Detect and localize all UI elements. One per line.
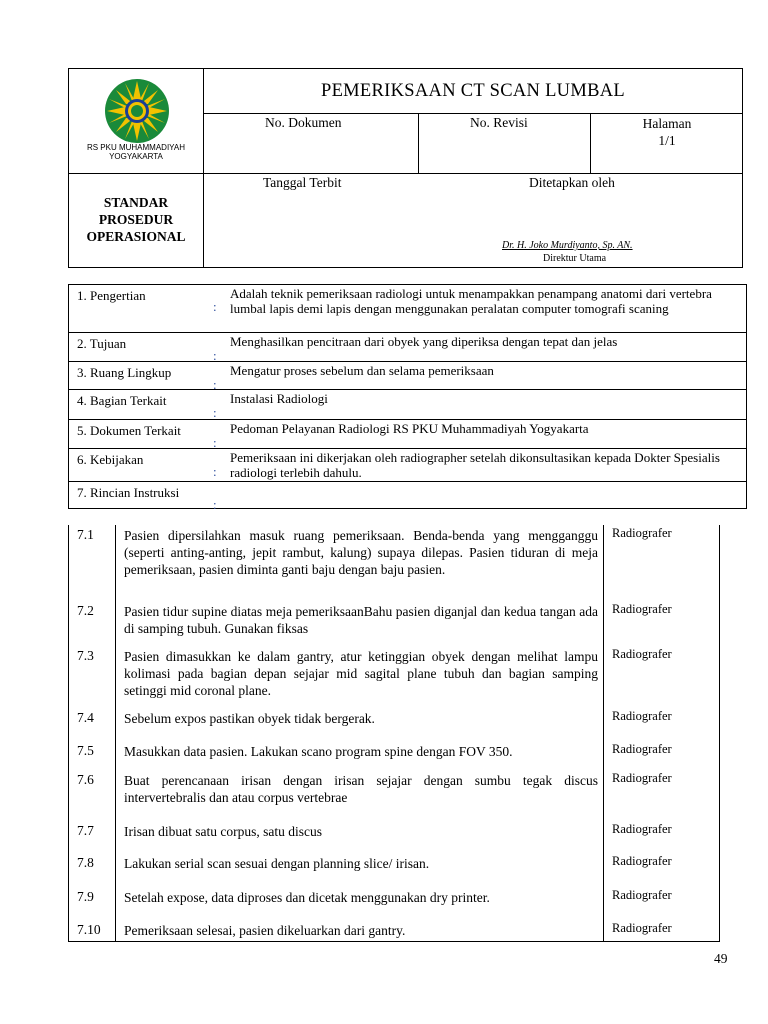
info-row [69,448,746,482]
info-row-value: Adalah teknik pemeriksaan radiologi untuk menampakkan penampang anatomi dari vertebra lumbal lapis demi lapis dengan menggunakan peralatan computer tomografi scaning [230,286,712,316]
procedure-table [68,525,720,942]
no-dokumen-label: No. Dokumen [265,115,342,130]
institution-line-1: RS PKU MUHAMMADIYAH [86,143,186,152]
header-table [68,68,743,268]
step-number: 7.10 [77,922,101,937]
step-instruction: Sebelum expos pastikan obyek tidak bergerak. [124,711,375,726]
halaman-label: Halaman [642,116,692,131]
sop-line-3: OPERASIONAL [86,229,186,244]
info-row [69,361,746,390]
step-number: 7.3 [77,648,94,663]
step-instruction: Pemeriksaan selesai, pasien dikeluarkan dari gantry. [124,923,406,938]
step-instruction: Masukkan data pasien. Lakukan scano program spine dengan FOV 350. [124,744,513,759]
info-row-colon: : [213,497,217,512]
step-number: 7.2 [77,603,94,618]
step-instruction: Pasien dimasukkan ke dalam gantry, atur ketinggian obyek dengan melihat lampu kolimasi pada bagian depan sejajar mid sagital plane tubuh dan bagian samping setinggi mid coronal plane. [124,649,598,698]
info-row-colon: : [213,377,217,392]
step-role: Radiografer [612,709,672,723]
no-revisi-label: No. Revisi [470,115,528,130]
info-row-label: 2. Tujuan [77,336,127,351]
step-role: Radiografer [612,602,672,616]
info-row-value: Menghasilkan pencitraan dari obyek yang diperiksa dengan tepat dan jelas [230,334,618,349]
step-number: 7.4 [77,710,94,725]
info-row [69,481,746,511]
step-instruction: Setelah expose, data diproses dan dicetak menggunakan dry printer. [124,890,490,905]
info-row-value: Instalasi Radiologi [230,391,328,406]
info-table [68,284,747,512]
info-row [69,419,746,449]
signer-title: Direktur Utama [543,253,607,264]
step-role: Radiografer [612,742,672,756]
ditetapkan-label: Ditetapkan oleh [529,175,615,190]
info-row-colon: : [213,464,217,479]
step-instruction: Buat perencanaan irisan dengan irisan sejajar dengan sumbu tegak discus intervertebralis dan atau corpus vertebrae [124,773,598,805]
step-role: Radiografer [612,854,672,868]
step-instruction: Lakukan serial scan sesuai dengan planning slice/ irisan. [124,856,430,871]
step-instruction: Pasien tidur supine diatas meja pemeriksaanBahu pasien diganjal dan kedua tangan ada di samping tubuh. Gunakan fiksas [124,604,598,636]
sop-line-2: PROSEDUR [98,212,174,227]
info-row-label: 7. Rincian Instruksi [77,485,180,500]
institution-name [69,143,203,161]
tanggal-terbit-label: Tanggal Terbit [263,175,342,190]
step-number: 7.8 [77,855,94,870]
info-row-value: Pemeriksaan ini dikerjakan oleh radiographer setelah dikonsultasikan kepada Dokter Spesialis radiologi terlebih dahulu. [230,450,720,480]
info-row-value: Pedoman Pelayanan Radiologi RS PKU Muhammadiyah Yogyakarta [230,421,589,436]
info-row-colon: : [213,405,217,420]
info-row-label: 4. Bagian Terkait [77,393,167,408]
step-role: Radiografer [612,526,672,540]
step-instruction: Pasien dipersilahkan masuk ruang pemeriksaan. Benda-benda yang mengganggu (seperti anting-anting, jepit rambut, kalung) supaya dilepas. Pasien tiduran di meja pemeriksaan, pasien diminta ganti baju dengan baju pasien. [124,528,598,577]
info-row-colon: : [213,435,217,450]
step-number: 7.5 [77,743,94,758]
step-instruction: Irisan dibuat satu corpus, satu discus [124,824,322,839]
step-role: Radiografer [612,822,672,836]
step-role: Radiografer [612,888,672,902]
step-number: 7.1 [77,527,94,542]
info-row [69,389,746,420]
document-title: PEMERIKSAAN CT SCAN LUMBAL [320,81,625,101]
info-row-label: 1. Pengertian [77,288,146,303]
info-row-colon: : [213,299,217,314]
sop-line-1: STANDAR [103,195,169,210]
sop-label [69,194,203,245]
info-row [69,332,746,362]
page-number: 49 [714,951,728,966]
step-number: 7.6 [77,772,94,787]
institution-line-2: YOGYAKARTA [109,152,163,161]
info-row-colon: : [213,348,217,363]
hospital-logo [103,77,171,145]
step-role: Radiografer [612,647,672,661]
info-row-label: 5. Dokumen Terkait [77,423,181,438]
step-role: Radiografer [612,921,672,935]
step-number: 7.7 [77,823,94,838]
info-row-value: Mengatur proses sebelum dan selama pemeriksaan [230,363,494,378]
halaman-value: 1/1 [658,133,676,148]
step-number: 7.9 [77,889,94,904]
signer-name: Dr. H. Joko Murdiyanto, Sp. AN. [502,240,633,251]
halaman-cell [591,115,743,149]
info-row-label: 6. Kebijakan [77,452,144,467]
step-role: Radiografer [612,771,672,785]
info-row [69,285,746,332]
info-row-label: 3. Ruang Lingkup [77,365,172,380]
